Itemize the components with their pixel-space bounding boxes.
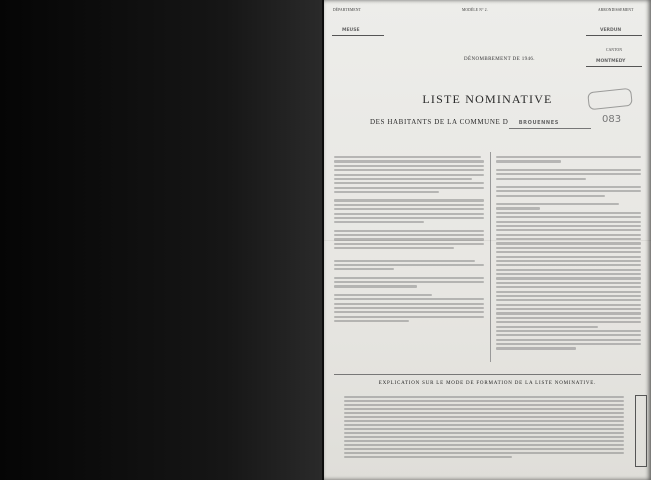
subtitle-prefix: DES HABITANTS DE LA COMMUNE D: [370, 118, 509, 126]
arrondissement-label: ARRONDISSEMENT: [598, 8, 634, 12]
explanation-text: [344, 396, 624, 460]
canton-label: CANTON: [606, 48, 623, 52]
paper-fold: [324, 240, 651, 241]
section-title: EXPLICATION SUR LE MODE DE FORMATION DE LA LISTE NOMINATIVE.: [378, 381, 597, 386]
arrondissement-value: VERDUN: [600, 28, 622, 33]
commune-underline: [509, 128, 591, 129]
denombrement-heading: DÉNOMBREMENT DE 1946.: [464, 57, 535, 62]
commune-value: BROUENNES: [518, 120, 559, 126]
document-title: LISTE NOMINATIVE: [422, 92, 553, 106]
section-rule: [334, 374, 641, 375]
canton-field: [586, 58, 642, 67]
departement-field: [332, 27, 384, 36]
reference-number: 083: [602, 114, 622, 125]
modele-label: MODÈLE N° 2.: [462, 8, 488, 12]
arrondissement-field: [586, 27, 642, 36]
printer-mark: [635, 395, 647, 467]
census-sheet: [324, 0, 651, 480]
column-divider: [490, 152, 491, 362]
canton-value: MONTMEDY: [596, 59, 626, 64]
background-edge: [0, 0, 322, 480]
departement-label: DÉPARTEMENT: [333, 8, 362, 12]
instructions-right-column: [496, 156, 641, 352]
departement-value: MEUSE: [342, 28, 360, 33]
